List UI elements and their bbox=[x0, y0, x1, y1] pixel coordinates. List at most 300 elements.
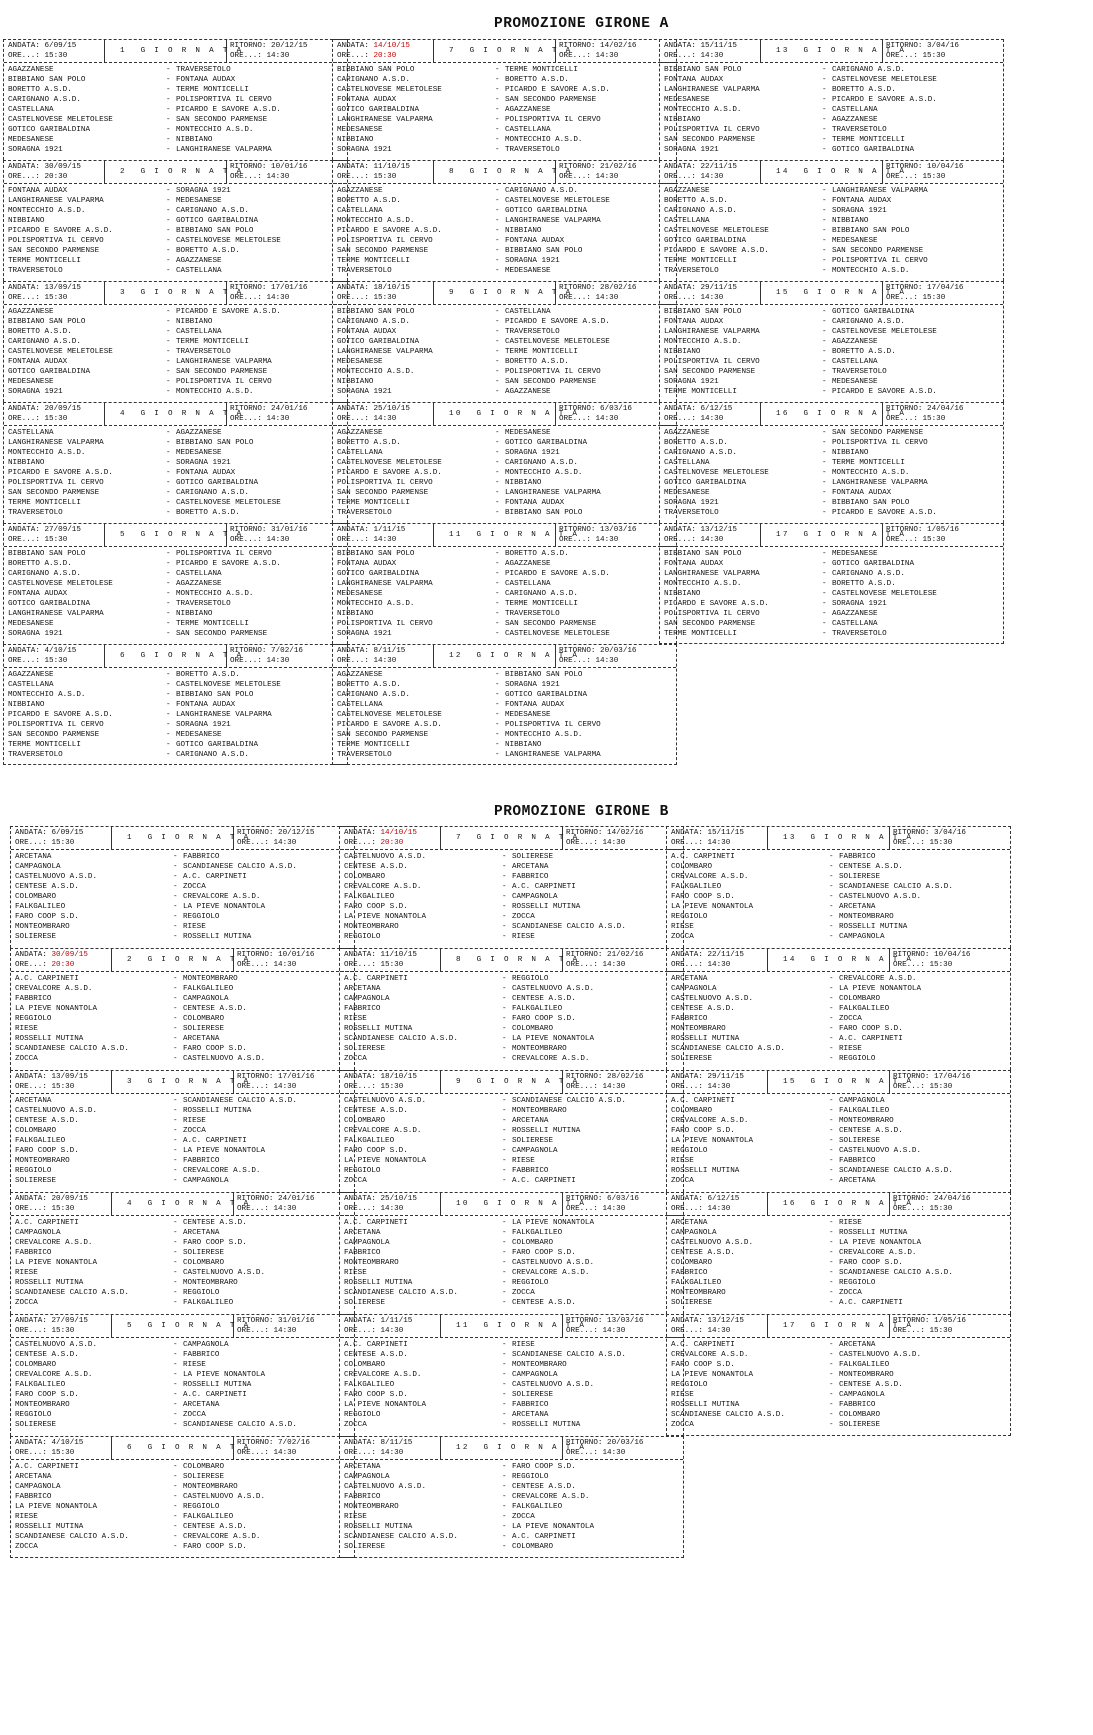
vs-dash: - bbox=[166, 691, 171, 699]
home-team: CASTELNUOVO A.S.D. bbox=[15, 1107, 98, 1115]
section-title: PROMOZIONE GIRONE A bbox=[494, 16, 669, 32]
match-row bbox=[11, 1482, 354, 1492]
away-team: ZOCCA bbox=[512, 1289, 535, 1297]
away-team: MONTEOMBRARO bbox=[839, 1117, 894, 1125]
away-team: A.C. CARPINETI bbox=[839, 1299, 903, 1307]
match-row bbox=[11, 1156, 354, 1166]
vs-dash: - bbox=[822, 237, 827, 245]
andata-label: ANDATA: bbox=[15, 1195, 47, 1203]
ritorno-time: 14:30 bbox=[602, 1083, 626, 1091]
andata-line bbox=[15, 1194, 88, 1204]
home-team: FONTANA AUDAX bbox=[337, 96, 397, 104]
match-row bbox=[11, 1096, 354, 1106]
match-row bbox=[333, 246, 676, 256]
andata-line bbox=[15, 1438, 83, 1448]
away-team: BIBBIANO SAN POLO bbox=[832, 499, 910, 507]
home-team: A.C. CARPINETI bbox=[344, 975, 408, 983]
home-team: CAMPAGNOLA bbox=[15, 1483, 61, 1491]
vs-dash: - bbox=[822, 388, 827, 396]
match-row bbox=[4, 256, 347, 266]
home-team: ROSSELLI MUTINA bbox=[15, 1523, 84, 1531]
home-team: ARCETANA bbox=[344, 1463, 381, 1471]
away-team: SCANDIANESE CALCIO A.S.D. bbox=[839, 1167, 953, 1175]
match-row bbox=[667, 1360, 1010, 1370]
away-team: CARIGNANO A.S.D. bbox=[176, 751, 249, 759]
vs-dash: - bbox=[495, 550, 500, 558]
andata-time: 14:30 bbox=[373, 536, 397, 544]
home-team: COLOMBARO bbox=[671, 863, 713, 871]
ritorno-time-line bbox=[893, 1326, 952, 1336]
away-team: MONTECCHIO A.S.D. bbox=[176, 388, 254, 396]
giornata-text: G I O R N A T A bbox=[140, 47, 244, 55]
giornata-number: 4 bbox=[120, 410, 127, 418]
round-block bbox=[10, 1070, 355, 1192]
match-row bbox=[11, 974, 354, 984]
round-block bbox=[666, 1070, 1011, 1192]
home-team: BIBBIANO SAN POLO bbox=[8, 76, 86, 84]
match-row bbox=[4, 458, 347, 468]
away-team: SAN SECONDO PARMENSE bbox=[505, 96, 597, 104]
ritorno-time-line bbox=[893, 838, 952, 848]
away-team: AGAZZANESE bbox=[176, 580, 222, 588]
away-team: COLOMBARO bbox=[512, 1543, 554, 1551]
vs-dash: - bbox=[166, 600, 171, 608]
giornata-label bbox=[120, 530, 243, 540]
home-team: SAN SECONDO PARMENSE bbox=[337, 489, 429, 497]
match-row bbox=[667, 852, 1010, 862]
vs-dash: - bbox=[166, 358, 171, 366]
away-team: CARIGNANO A.S.D. bbox=[176, 489, 249, 497]
match-row bbox=[667, 1176, 1010, 1186]
match-row bbox=[340, 1380, 683, 1390]
home-team: RIESE bbox=[344, 1015, 367, 1023]
match-row bbox=[660, 145, 1003, 155]
ritorno-date: 31/01/16 bbox=[278, 1317, 315, 1325]
giornata-number: 6 bbox=[120, 652, 127, 660]
away-team: FALKGALILEO bbox=[839, 1005, 890, 1013]
ritorno-time: 14:30 bbox=[266, 536, 290, 544]
ritorno-line bbox=[230, 646, 303, 656]
home-team: CAMPAGNOLA bbox=[344, 1473, 390, 1481]
away-team: CASTELNUOVO A.S.D. bbox=[183, 1269, 266, 1277]
home-team: GOTICO GARIBALDINA bbox=[337, 338, 420, 346]
vs-dash: - bbox=[502, 1391, 507, 1399]
away-team: FALKGALILEO bbox=[183, 1299, 234, 1307]
away-team: COLOMBARO bbox=[839, 1411, 881, 1419]
andata-line bbox=[664, 404, 732, 414]
home-team: ROSSELLI MUTINA bbox=[671, 1401, 740, 1409]
match-list bbox=[4, 184, 347, 276]
home-team: GOTICO GARIBALDINA bbox=[664, 237, 747, 245]
match-row bbox=[11, 882, 354, 892]
vs-dash: - bbox=[173, 1493, 178, 1501]
ritorno-line bbox=[886, 404, 964, 414]
away-team: MONTEOMBRARO bbox=[839, 1371, 894, 1379]
vs-dash: - bbox=[829, 1167, 834, 1175]
away-team: BIBBIANO SAN POLO bbox=[176, 691, 254, 699]
vs-dash: - bbox=[829, 1097, 834, 1105]
ore-label: ORE...: bbox=[337, 173, 369, 181]
header-divider bbox=[440, 1315, 441, 1337]
match-row bbox=[333, 327, 676, 337]
match-row bbox=[4, 559, 347, 569]
ore-label: ORE...: bbox=[8, 173, 40, 181]
ritorno-date: 20/12/15 bbox=[271, 42, 308, 50]
andata-time: 14:30 bbox=[373, 415, 397, 423]
andata-label: ANDATA: bbox=[671, 829, 703, 837]
header-divider bbox=[104, 524, 105, 546]
ore-label: ORE...: bbox=[230, 415, 262, 423]
away-team: FABBRICO bbox=[839, 853, 876, 861]
andata-date: 6/12/15 bbox=[707, 1195, 740, 1203]
section-title: PROMOZIONE GIRONE B bbox=[494, 804, 669, 820]
header-divider bbox=[760, 40, 761, 62]
vs-dash: - bbox=[502, 883, 507, 891]
match-list bbox=[11, 1094, 354, 1186]
ritorno-time-line bbox=[230, 293, 289, 303]
match-row bbox=[4, 85, 347, 95]
andata-time-line bbox=[337, 414, 396, 424]
ritorno-time-line bbox=[893, 1204, 952, 1214]
match-row bbox=[667, 1268, 1010, 1278]
match-row bbox=[11, 922, 354, 932]
ritorno-time: 15:30 bbox=[922, 173, 946, 181]
ore-label: ORE...: bbox=[8, 52, 40, 60]
home-team: TERME MONTICELLI bbox=[8, 741, 81, 749]
giornata-number: 5 bbox=[127, 1322, 134, 1330]
vs-dash: - bbox=[495, 197, 500, 205]
andata-time: 15:30 bbox=[373, 173, 397, 181]
giornata-text: G I O R N A T A bbox=[810, 1200, 914, 1208]
vs-dash: - bbox=[822, 66, 827, 74]
home-team: AGAZZANESE bbox=[337, 187, 383, 195]
vs-dash: - bbox=[166, 469, 171, 477]
vs-dash: - bbox=[173, 913, 178, 921]
ritorno-time-line bbox=[237, 1326, 296, 1336]
match-row bbox=[340, 1034, 683, 1044]
andata-time: 14:30 bbox=[700, 536, 724, 544]
match-row bbox=[333, 559, 676, 569]
home-team: TRAVERSETOLO bbox=[664, 267, 719, 275]
round-block bbox=[666, 948, 1011, 1070]
match-list bbox=[333, 305, 676, 397]
vs-dash: - bbox=[822, 358, 827, 366]
andata-line bbox=[664, 41, 737, 51]
ritorno-label: RITORNO: bbox=[893, 1073, 930, 1081]
match-row bbox=[4, 478, 347, 488]
ritorno-line bbox=[893, 1072, 971, 1082]
ritorno-label: RITORNO: bbox=[230, 42, 267, 50]
match-row bbox=[11, 1380, 354, 1390]
andata-label: ANDATA: bbox=[664, 405, 696, 413]
home-team: CARIGNANO A.S.D. bbox=[8, 338, 81, 346]
andata-time: 14:30 bbox=[700, 415, 724, 423]
andata-time: 14:30 bbox=[380, 1205, 404, 1213]
away-team: TERME MONTICELLI bbox=[505, 600, 578, 608]
ritorno-label: RITORNO: bbox=[566, 1195, 603, 1203]
andata-label: ANDATA: bbox=[337, 42, 369, 50]
andata-label: ANDATA: bbox=[15, 829, 47, 837]
away-team: MEDESANESE bbox=[176, 197, 222, 205]
home-team: CASTELNOVESE MELETOLESE bbox=[337, 459, 442, 467]
home-team: BORETTO A.S.D. bbox=[8, 560, 72, 568]
away-team: MEDESANESE bbox=[176, 731, 222, 739]
away-team: MONTEOMBRARO bbox=[512, 1107, 567, 1115]
home-team: REGGIOLO bbox=[15, 1411, 52, 1419]
vs-dash: - bbox=[829, 1401, 834, 1409]
ritorno-label: RITORNO: bbox=[559, 163, 596, 171]
ore-label: ORE...: bbox=[230, 294, 262, 302]
vs-dash: - bbox=[502, 1107, 507, 1115]
home-team: SORAGNA 1921 bbox=[664, 499, 719, 507]
match-row bbox=[333, 629, 676, 639]
giornata-number: 14 bbox=[783, 956, 797, 964]
match-row bbox=[340, 1166, 683, 1176]
home-team: NIBBIANO bbox=[337, 136, 374, 144]
andata-line bbox=[8, 162, 81, 172]
match-row bbox=[667, 922, 1010, 932]
ore-label: ORE...: bbox=[664, 52, 696, 60]
home-team: ZOCCA bbox=[671, 933, 694, 941]
away-team: SORAGNA 1921 bbox=[505, 257, 560, 265]
home-team: AGAZZANESE bbox=[8, 66, 54, 74]
match-row bbox=[333, 448, 676, 458]
giornata-number: 4 bbox=[127, 1200, 134, 1208]
home-team: CREVALCORE A.S.D. bbox=[344, 1371, 422, 1379]
round-block bbox=[3, 39, 348, 160]
vs-dash: - bbox=[829, 1229, 834, 1237]
vs-dash: - bbox=[166, 197, 171, 205]
match-list bbox=[660, 305, 1003, 397]
away-team: SAN SECONDO PARMENSE bbox=[832, 247, 924, 255]
vs-dash: - bbox=[822, 257, 827, 265]
match-row bbox=[340, 1482, 683, 1492]
match-list bbox=[11, 1338, 354, 1430]
home-team: BIBBIANO SAN POLO bbox=[337, 66, 415, 74]
andata-line bbox=[664, 525, 737, 535]
vs-dash: - bbox=[495, 590, 500, 598]
vs-dash: - bbox=[166, 207, 171, 215]
vs-dash: - bbox=[502, 1025, 507, 1033]
away-team: POLISPORTIVA IL CERVO bbox=[505, 721, 601, 729]
vs-dash: - bbox=[829, 1219, 834, 1227]
giornata-number: 1 bbox=[127, 834, 134, 842]
match-row bbox=[333, 125, 676, 135]
home-team: ROSSELLI MUTINA bbox=[671, 1167, 740, 1175]
match-row bbox=[667, 862, 1010, 872]
away-team: CENTESE A.S.D. bbox=[839, 863, 903, 871]
vs-dash: - bbox=[173, 1351, 178, 1359]
match-row bbox=[340, 1298, 683, 1308]
match-row bbox=[340, 1462, 683, 1472]
home-team: CASTELLANA bbox=[8, 429, 54, 437]
away-team: FABBRICO bbox=[183, 1157, 220, 1165]
away-team: SORAGNA 1921 bbox=[176, 187, 231, 195]
giornata-text: G I O R N A T A bbox=[147, 1078, 251, 1086]
home-team: REGGIOLO bbox=[671, 1147, 708, 1155]
match-row bbox=[660, 498, 1003, 508]
match-row bbox=[333, 720, 676, 730]
vs-dash: - bbox=[166, 459, 171, 467]
match-row bbox=[4, 619, 347, 629]
header-divider bbox=[440, 1193, 441, 1215]
andata-line bbox=[15, 1072, 88, 1082]
vs-dash: - bbox=[502, 1035, 507, 1043]
round-header bbox=[11, 1315, 354, 1338]
away-team: PICARDO E SAVORE A.S.D. bbox=[505, 318, 610, 326]
match-row bbox=[340, 1054, 683, 1064]
home-team: FABBRICO bbox=[15, 995, 52, 1003]
ritorno-label: RITORNO: bbox=[237, 1195, 274, 1203]
header-divider bbox=[104, 282, 105, 304]
away-team: TERME MONTICELLI bbox=[176, 620, 249, 628]
away-team: BIBBIANO SAN POLO bbox=[505, 247, 583, 255]
match-row bbox=[660, 559, 1003, 569]
home-team: ARCETANA bbox=[344, 1229, 381, 1237]
match-row bbox=[660, 75, 1003, 85]
ritorno-time-line bbox=[893, 1082, 952, 1092]
match-row bbox=[340, 922, 683, 932]
match-row bbox=[11, 994, 354, 1004]
home-team: SOLIERESE bbox=[15, 1421, 57, 1429]
home-team: NIBBIANO bbox=[664, 116, 701, 124]
match-row bbox=[11, 1258, 354, 1268]
ritorno-time: 15:30 bbox=[922, 294, 946, 302]
home-team: FONTANA AUDAX bbox=[337, 560, 397, 568]
match-row bbox=[4, 488, 347, 498]
match-row bbox=[667, 1258, 1010, 1268]
andata-time: 15:30 bbox=[51, 1205, 75, 1213]
giornata-text: G I O R N A T A bbox=[483, 1444, 587, 1452]
andata-date: 25/10/15 bbox=[373, 405, 410, 413]
match-row bbox=[11, 1410, 354, 1420]
ritorno-date: 13/03/16 bbox=[600, 526, 637, 534]
round-block bbox=[659, 39, 1004, 160]
ritorno-time-line bbox=[566, 1448, 625, 1458]
header-divider bbox=[767, 827, 768, 849]
vs-dash: - bbox=[173, 1381, 178, 1389]
match-row bbox=[11, 852, 354, 862]
home-team: CENTESE A.S.D. bbox=[344, 1351, 408, 1359]
match-row bbox=[667, 872, 1010, 882]
andata-time-line bbox=[8, 414, 67, 424]
andata-label: ANDATA: bbox=[8, 405, 40, 413]
match-row bbox=[333, 367, 676, 377]
vs-dash: - bbox=[829, 923, 834, 931]
away-team: SCANDIANESE CALCIO A.S.D. bbox=[839, 1269, 953, 1277]
home-team: LANGHIRANESE VALPARMA bbox=[664, 570, 760, 578]
vs-dash: - bbox=[495, 741, 500, 749]
match-row bbox=[660, 609, 1003, 619]
match-row bbox=[4, 750, 347, 760]
match-row bbox=[667, 1248, 1010, 1258]
round-header bbox=[4, 645, 347, 668]
away-team: CASTELNOVESE MELETOLESE bbox=[832, 328, 937, 336]
home-team: FONTANA AUDAX bbox=[8, 590, 68, 598]
ore-label: ORE...: bbox=[566, 1205, 598, 1213]
andata-time: 15:30 bbox=[51, 839, 75, 847]
round-header bbox=[333, 524, 676, 547]
andata-date: 13/12/15 bbox=[700, 526, 737, 534]
vs-dash: - bbox=[166, 550, 171, 558]
away-team: CASTELNOVESE MELETOLESE bbox=[832, 590, 937, 598]
vs-dash: - bbox=[502, 1005, 507, 1013]
vs-dash: - bbox=[502, 1381, 507, 1389]
ritorno-label: RITORNO: bbox=[559, 405, 596, 413]
home-team: REGGIOLO bbox=[344, 1411, 381, 1419]
vs-dash: - bbox=[166, 217, 171, 225]
andata-line bbox=[337, 525, 405, 535]
match-row bbox=[340, 1472, 683, 1482]
vs-dash: - bbox=[173, 1097, 178, 1105]
match-row bbox=[333, 226, 676, 236]
match-row bbox=[660, 226, 1003, 236]
vs-dash: - bbox=[173, 1107, 178, 1115]
home-team: FONTANA AUDAX bbox=[8, 358, 68, 366]
vs-dash: - bbox=[495, 328, 500, 336]
vs-dash: - bbox=[173, 1137, 178, 1145]
match-list bbox=[667, 850, 1010, 942]
vs-dash: - bbox=[495, 318, 500, 326]
vs-dash: - bbox=[502, 1401, 507, 1409]
header-divider bbox=[104, 645, 105, 667]
vs-dash: - bbox=[822, 187, 827, 195]
home-team: FONTANA AUDAX bbox=[664, 76, 724, 84]
match-row bbox=[333, 105, 676, 115]
header-divider bbox=[440, 827, 441, 849]
giornata-number: 2 bbox=[120, 168, 127, 176]
ore-label: ORE...: bbox=[15, 1083, 47, 1091]
match-row bbox=[333, 609, 676, 619]
ritorno-date: 21/02/16 bbox=[600, 163, 637, 171]
home-team: RIESE bbox=[15, 1269, 38, 1277]
home-team: FABBRICO bbox=[671, 1015, 708, 1023]
round-block bbox=[666, 1192, 1011, 1314]
away-team: BORETTO A.S.D. bbox=[505, 358, 569, 366]
match-row bbox=[4, 105, 347, 115]
away-team: PICARDO E SAVORE A.S.D. bbox=[832, 96, 937, 104]
match-row bbox=[660, 327, 1003, 337]
home-team: CAMPAGNOLA bbox=[671, 1229, 717, 1237]
home-team: FONTANA AUDAX bbox=[664, 560, 724, 568]
ore-label: ORE...: bbox=[566, 839, 598, 847]
andata-date: 22/11/15 bbox=[700, 163, 737, 171]
away-team: FARO COOP S.D. bbox=[839, 1259, 903, 1267]
match-row bbox=[4, 589, 347, 599]
andata-time-line bbox=[337, 656, 396, 666]
home-team: TRAVERSETOLO bbox=[337, 509, 392, 517]
match-row bbox=[4, 740, 347, 750]
away-team: CENTESE A.S.D. bbox=[183, 1219, 247, 1227]
vs-dash: - bbox=[166, 338, 171, 346]
ritorno-line bbox=[230, 525, 308, 535]
andata-time: 15:30 bbox=[380, 1083, 404, 1091]
match-row bbox=[11, 1492, 354, 1502]
vs-dash: - bbox=[502, 1361, 507, 1369]
header-divider bbox=[433, 40, 434, 62]
away-team: A.C. CARPINETI bbox=[183, 873, 247, 881]
andata-label: ANDATA: bbox=[8, 647, 40, 655]
away-team: ARCETANA bbox=[512, 863, 549, 871]
away-team: TERME MONTICELLI bbox=[176, 86, 249, 94]
home-team: LA PIEVE NONANTOLA bbox=[671, 1371, 754, 1379]
ritorno-time: 14:30 bbox=[602, 839, 626, 847]
ore-label: ORE...: bbox=[671, 1083, 703, 1091]
home-team: TRAVERSETOLO bbox=[8, 751, 63, 759]
home-team: CASTELNOVESE MELETOLESE bbox=[8, 348, 113, 356]
home-team: SAN SECONDO PARMENSE bbox=[8, 731, 100, 739]
giornata-number: 15 bbox=[776, 289, 790, 297]
